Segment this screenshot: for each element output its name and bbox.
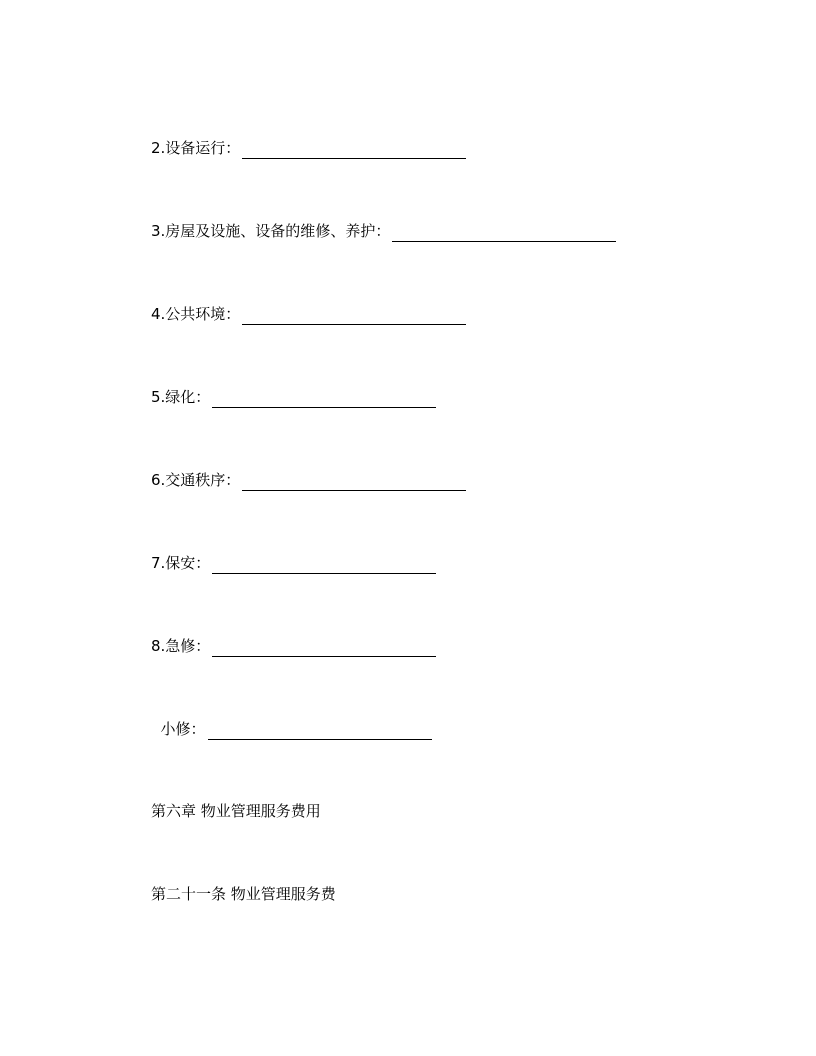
blank-underline — [242, 306, 466, 325]
blank-underline — [392, 223, 616, 242]
blank-underline — [242, 140, 466, 159]
fill-label: 小修： — [151, 720, 206, 738]
article-heading: 第二十一条 物业管理服务费 — [151, 885, 336, 903]
fill-label: 4.公共环境： — [151, 305, 241, 323]
chapter-heading: 第六章 物业管理服务费用 — [151, 802, 321, 820]
blank-underline — [212, 638, 436, 657]
fill-line-building-maintenance — [151, 220, 616, 242]
fill-label: 7.保安： — [151, 554, 211, 572]
fill-line-security — [151, 552, 436, 574]
fill-label: 3.房屋及设施、设备的维修、养护： — [151, 222, 391, 240]
blank-underline — [212, 389, 436, 408]
blank-underline — [208, 721, 432, 740]
fill-line-public-environment — [151, 303, 466, 325]
fill-line-greening — [151, 386, 436, 408]
fill-label: 2.设备运行： — [151, 139, 241, 157]
blank-underline — [212, 555, 436, 574]
fill-label: 5.绿化： — [151, 388, 211, 406]
blank-underline — [242, 472, 466, 491]
fill-label: 8.急修： — [151, 637, 211, 655]
fill-line-emergency-repair — [151, 635, 436, 657]
fill-line-minor-repair — [151, 718, 432, 740]
fill-label: 6.交通秩序： — [151, 471, 241, 489]
fill-line-traffic-order — [151, 469, 466, 491]
fill-line-equipment-operation — [151, 137, 466, 159]
